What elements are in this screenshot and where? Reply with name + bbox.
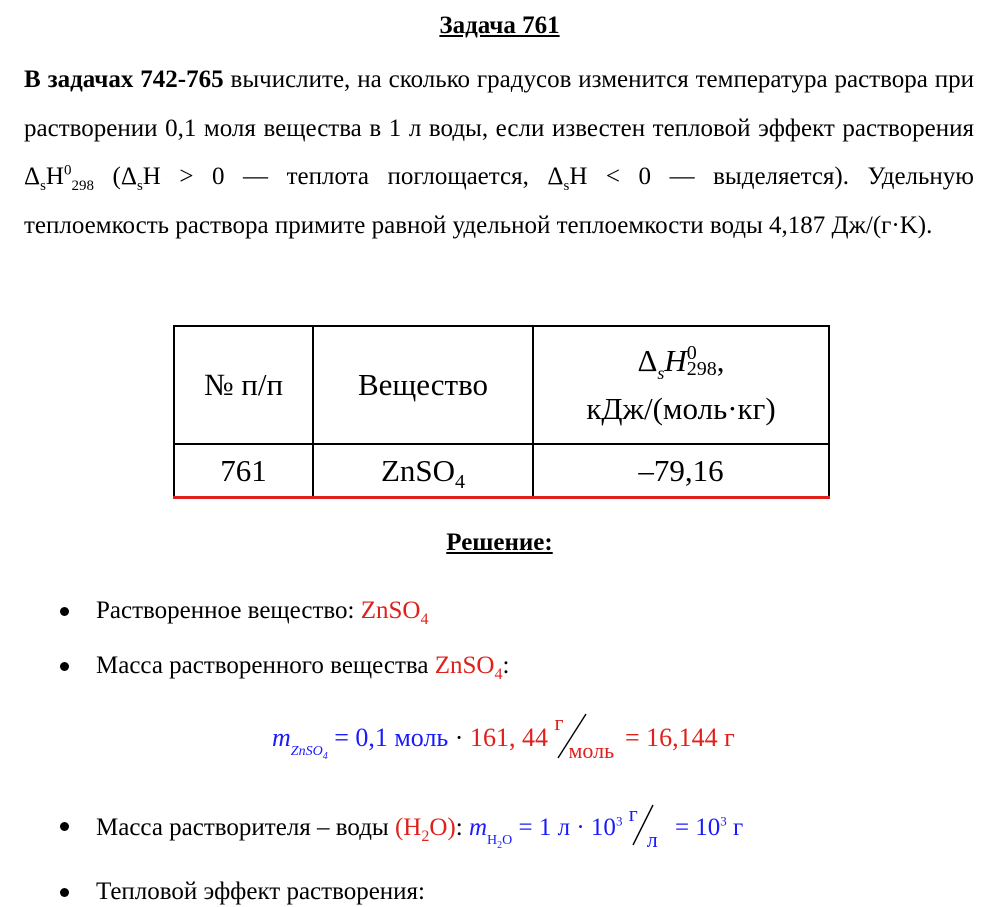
- header-number: № п/п: [174, 326, 313, 444]
- formula-index: 2: [421, 828, 430, 845]
- mass-symbol: m: [468, 814, 488, 841]
- solution-heading: Решение:: [446, 529, 553, 556]
- density-unit: [628, 801, 669, 852]
- table-row: [174, 444, 829, 498]
- statement-sub-s-2: s: [136, 178, 143, 194]
- enthalpy-indices: [686, 342, 717, 380]
- bullet-text: [96, 651, 509, 681]
- bullet-text: [96, 801, 744, 861]
- header-enthalpy: [533, 326, 829, 444]
- enthalpy-h: H: [664, 343, 687, 378]
- enthalpy-sub-s: s: [657, 363, 665, 383]
- cell-substance: [313, 444, 533, 498]
- mass-sub-index: 2: [497, 839, 503, 851]
- enthalpy-sub: 298: [686, 358, 717, 380]
- unit-denominator: л: [646, 827, 658, 852]
- header-substance: Вещество: [313, 326, 533, 444]
- statement-sup-0: 0: [63, 162, 72, 179]
- molar-mass-value: 161, 44: [469, 723, 555, 752]
- bullet-colon: :: [455, 814, 469, 841]
- enthalpy-comma: ,: [716, 343, 725, 378]
- multiply-dot: ·: [448, 723, 470, 752]
- amount-term: = 0,1 моль: [327, 723, 449, 752]
- cell-value: –79,16: [533, 444, 829, 498]
- formula-main: ZnSO: [360, 597, 421, 624]
- substance-formula: ZnSO: [380, 452, 456, 488]
- mass-result: = 10: [668, 814, 721, 841]
- enthalpy-sup: 0: [686, 342, 697, 364]
- substance-index: 4: [455, 470, 466, 493]
- statement-sub-298: 298: [71, 178, 94, 194]
- result-unit: г: [726, 814, 744, 841]
- statement-sub-s-1: s: [40, 178, 46, 194]
- mass-sub-main: ZnSO: [290, 744, 323, 759]
- cell-number: 761: [174, 444, 313, 498]
- molar-mass-term: [469, 710, 735, 763]
- statement-text-3: (Δ: [93, 163, 137, 190]
- formula-lhs: [272, 723, 449, 762]
- bullet-formula: [394, 814, 456, 845]
- statement-text-5: H < 0 — выделяется). Удельную теплоемкость раствора примите равной удельной теплоемкости воды 4,187 Дж/(г·K).: [24, 163, 974, 239]
- enthalpy-units: кДж/(моль·кг): [586, 391, 776, 426]
- bullet-tail: :: [502, 652, 510, 679]
- bullet-formula: [360, 597, 429, 628]
- mass-subscript: [487, 833, 513, 851]
- formula-tail: O): [429, 814, 456, 841]
- mass-sub-index: 4: [322, 750, 328, 762]
- exponent: 3: [615, 813, 623, 829]
- mass-subscript: [290, 744, 328, 762]
- formula-main: (H: [394, 814, 422, 841]
- unit-denominator: моль: [568, 738, 615, 763]
- result-exponent: 3: [720, 813, 727, 829]
- formula-index: 4: [494, 666, 503, 683]
- unit-numerator: г: [628, 801, 638, 826]
- unit-numerator: г: [554, 710, 564, 735]
- mass-sub-tail: O: [502, 833, 513, 848]
- problem-statement: [24, 56, 974, 250]
- volume-term: = 1 л · 10: [512, 814, 616, 841]
- solute-mass-formula: [272, 710, 735, 763]
- bullet-dot: [60, 822, 69, 831]
- formula-main: ZnSO: [434, 652, 495, 679]
- table-header-row: [174, 326, 829, 444]
- mass-sub-main: H: [487, 833, 498, 848]
- mass-symbol: m: [272, 723, 291, 752]
- formula-index: 4: [420, 611, 429, 628]
- data-table: [173, 325, 830, 499]
- bullet-label: Масса растворителя – воды: [96, 814, 395, 841]
- solvent-mass-formula: [468, 801, 744, 861]
- statement-text-1: вычислите, на сколько градусов изменится температура раствора при растворении 0,1 моля вещества в 1 л воды, если известен тепловой эффект растворения Δ: [24, 66, 974, 190]
- statement-text-2: H: [45, 163, 64, 190]
- bullet-label: Растворенное вещество:: [96, 597, 361, 624]
- problem-title: Задача 761: [439, 12, 560, 39]
- bullet-dot: [60, 888, 69, 897]
- molar-mass-unit: [554, 710, 618, 763]
- statement-sub-s-3: s: [563, 178, 570, 194]
- enthalpy-symbol: [534, 343, 828, 391]
- bullet-formula: [434, 652, 503, 683]
- bullet-text: [96, 596, 428, 626]
- bullet-dot: [60, 662, 69, 671]
- delta-symbol: Δ: [637, 343, 658, 378]
- bullet-text: Тепловой эффект растворения:: [96, 878, 426, 905]
- bullet-label: Масса растворенного вещества: [96, 652, 435, 679]
- statement-text-4: H > 0 — теплота поглощается, Δ: [142, 163, 564, 190]
- problem-lead: В задачах 742-765: [24, 66, 224, 93]
- mass-result: = 16,144 г: [618, 723, 735, 752]
- bullet-dot: [60, 607, 69, 616]
